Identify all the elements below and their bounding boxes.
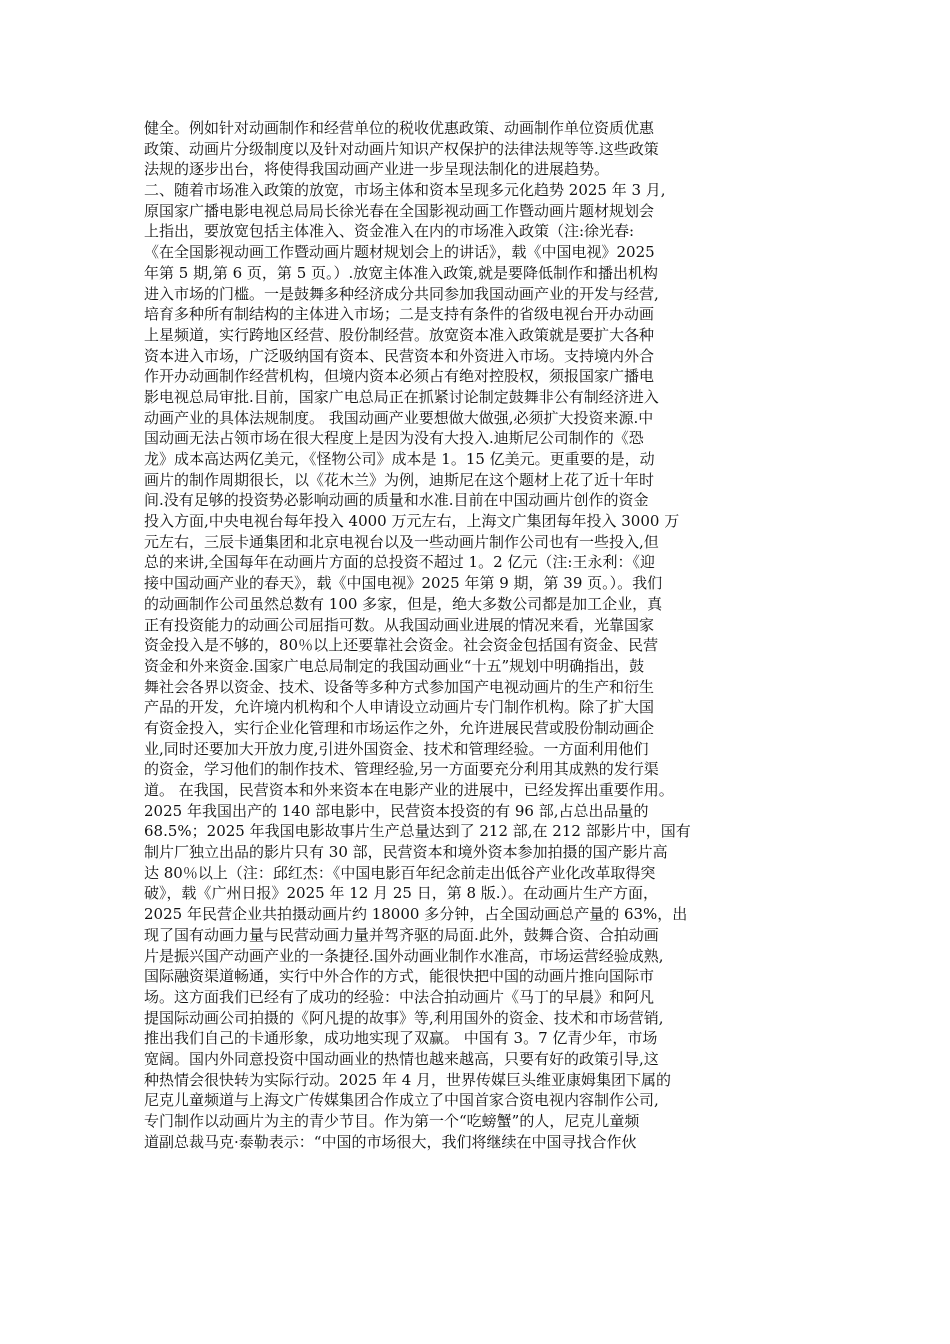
text-line: 培育多种所有制结构的主体进入市场；二是支持有条件的省级电视台开办动画 — [144, 305, 655, 324]
text-line: 元左右，三辰卡通集团和北京电视台以及一些动画片制作公司也有一些投入,但 — [144, 532, 659, 551]
text-line: 的资金，学习他们的制作技术、管理经验,另一方面要充分利用其成熟的发行渠 — [144, 760, 659, 779]
text-line: 产品的开发，允许境内机构和个人申请设立动画片专门制作机构。除了扩大国 — [144, 698, 655, 717]
text-line: 种热情会很快转为实际行动。2025 年 4 月，世界传媒巨头维亚康姆集团下属的 — [144, 1070, 672, 1089]
text-line: 正有投资能力的动画公司屈指可数。从我国动画业进展的情况来看，光靠国家 — [144, 615, 655, 634]
text-line: 制片厂独立出品的影片只有 30 部，民营资本和境外资本参加拍摄的国产影片高 — [144, 843, 668, 862]
text-line: 政策、动画片分级制度以及针对动画片知识产权保护的法律法规等等.这些政策 — [144, 139, 659, 158]
text-line: 舞社会各界以资金、技术、设备等多种方式参加国产电视动画片的生产和衍生 — [144, 677, 655, 696]
text-line: 宽阔。国内外同意投资中国动画业的热情也越来越高，只要有好的政策引导,这 — [144, 1049, 659, 1068]
text-line: 达 80％以上（注：邱红杰：《中国电影百年纪念前走出低谷产业化改革取得突 — [144, 863, 656, 882]
text-line: 资金投入是不够的，80％以上还要靠社会资金。社会资金包括国有资金、民营 — [144, 636, 659, 655]
text-line: 画片的制作周期很长，以《花木兰》为例，迪斯尼在这个题材上花了近十年时 — [144, 470, 655, 489]
text-line: 动画产业的具体法规制度。 我国动画产业要想做大做强,必须扩大投资来源.中 — [144, 408, 654, 427]
text-line: 现了国有动画力量与民营动画力量并驾齐驱的局面.此外，鼓舞合资、合拍动画 — [144, 925, 659, 944]
text-line: 总的来讲,全国每年在动画片方面的总投资不超过 1。2 亿元（注:王永利：《迎 — [144, 553, 655, 572]
text-line: 健全。例如针对动画制作和经营单位的税收优惠政策、动画制作单位资质优惠 — [144, 119, 655, 137]
text-line: 片是振兴国产动画产业的一条捷径.国外动画业制作水准高，市场运营经验成熟, — [144, 946, 664, 965]
text-line: 龙》成本高达两亿美元，《怪物公司》成本是 1。15 亿美元。更重要的是，动 — [144, 450, 655, 468]
text-line: 原国家广播电影电视总局局长徐光春在全国影视动画工作暨动画片题材规划会 — [144, 201, 655, 220]
text-line: 破》，载《广州日报》2025 年 12 月 25 日，第 8 版.）。在动画片生产方面， — [144, 884, 659, 903]
text-line: 资金和外来资金.国家广电总局制定的我国动画业“十五”规划中明确指出，鼓 — [144, 656, 645, 675]
text-line: 资本进入市场，广泛吸纳国有资本、民营资本和外资进入市场。支持境内外合 — [144, 346, 655, 365]
text-line: 专门制作以动画片为主的青少节目。作为第一个“吃螃蟹”的人，尼克儿童频 — [144, 1112, 640, 1130]
text-line: 道副总裁马克·泰勒表示：“中国的市场很大，我们将继续在中国寻找合作伙 — [144, 1132, 637, 1151]
text-line: 场。这方面我们已经有了成功的经验：中法合拍动画片《马丁的早晨》和阿凡 — [144, 987, 655, 1006]
text-line: 影电视总局审批.目前，国家广电总局正在抓紧讨论制定鼓舞非公有制经济进入 — [144, 387, 659, 406]
text-line: 的动画制作公司虽然总数有 100 多家，但是，绝大多数公司都是加工企业，真 — [144, 594, 663, 613]
text-line: 间.没有足够的投资势必影响动画的质量和水准.目前在中国动画片创作的资金 — [144, 491, 649, 510]
document-body — [144, 118, 824, 1152]
text-line: 投入方面,中央电视台每年投入 4000 万元左右，上海文广集团每年投入 3000 万 — [144, 512, 680, 531]
text-line: 上指出，要放宽包括主体准入、资金准入在内的市场准入政策（注:徐光春: — [144, 222, 635, 241]
text-line: 有资金投入，实行企业化管理和市场运作之外，允许进展民营或股份制动画企 — [144, 718, 655, 737]
text-line: 道。 在我国，民营资本和外来资本在电影产业的进展中，已经发挥出重要作用。 — [144, 781, 674, 799]
text-line: 68.5%；2025 年我国电影故事片生产总量达到了 212 部,在 212 部影片中，国有 — [144, 822, 691, 841]
text-line: 2025 年民营企业共拍摄动画片约 18000 多分钟，占全国动画总产量的 63%，出 — [144, 905, 688, 924]
text-line: 尼克儿童频道与上海文广传媒集团合作成立了中国首家合资电视内容制作公司, — [144, 1091, 659, 1110]
text-line: 《在全国影视动画工作暨动画片题材规划会上的讲话》，载《中国电视》2025 — [144, 243, 655, 262]
text-line: 二、随着市场准入政策的放宽，市场主体和资本呈现多元化趋势 2025 年 3 月, — [144, 181, 666, 200]
text-line: 2025 年我国出产的 140 部电影中，民营资本投资的有 96 部,占总出品量的 — [144, 801, 649, 820]
text-line: 提国际动画公司拍摄的《阿凡提的故事》等,利用国外的资金、技术和市场营销, — [144, 1008, 664, 1027]
text-line: 业,同时还要加大开放力度,引进外国资金、技术和管理经验。一方面利用他们 — [144, 739, 649, 758]
text-line: 作开办动画制作经营机构，但境内资本必须占有绝对控股权，须报国家广播电 — [144, 367, 655, 386]
text-line: 国际融资渠道畅通，实行中外合作的方式，能很快把中国的动画片推向国际市 — [144, 967, 655, 986]
text-line: 进入市场的门槛。一是鼓舞多种经济成分共同参加我国动画产业的开发与经营, — [144, 284, 659, 303]
text-line: 接中国动画产业的春天》，载《中国电视》2025 年第 9 期，第 39 页。）。我们 — [144, 574, 663, 593]
text-line: 年第 5 期,第 6 页，第 5 页。）.放宽主体准入政策,就是要降低制作和播出机构 — [144, 263, 659, 282]
text-line: 推出我们自己的卡通形象，成功地实现了双赢。 中国有 3。7 亿青少年，市场 — [144, 1029, 658, 1048]
text-line: 国动画无法占领市场在很大程度上是因为没有大投入.迪斯尼公司制作的《恐 — [144, 429, 644, 448]
text-line: 上星频道，实行跨地区经营、股份制经营。放宽资本准入政策就是要扩大各种 — [144, 325, 655, 344]
text-line: 法规的逐步出台，将使得我国动画产业进一步呈现法制化的进展趋势。 — [144, 160, 610, 179]
